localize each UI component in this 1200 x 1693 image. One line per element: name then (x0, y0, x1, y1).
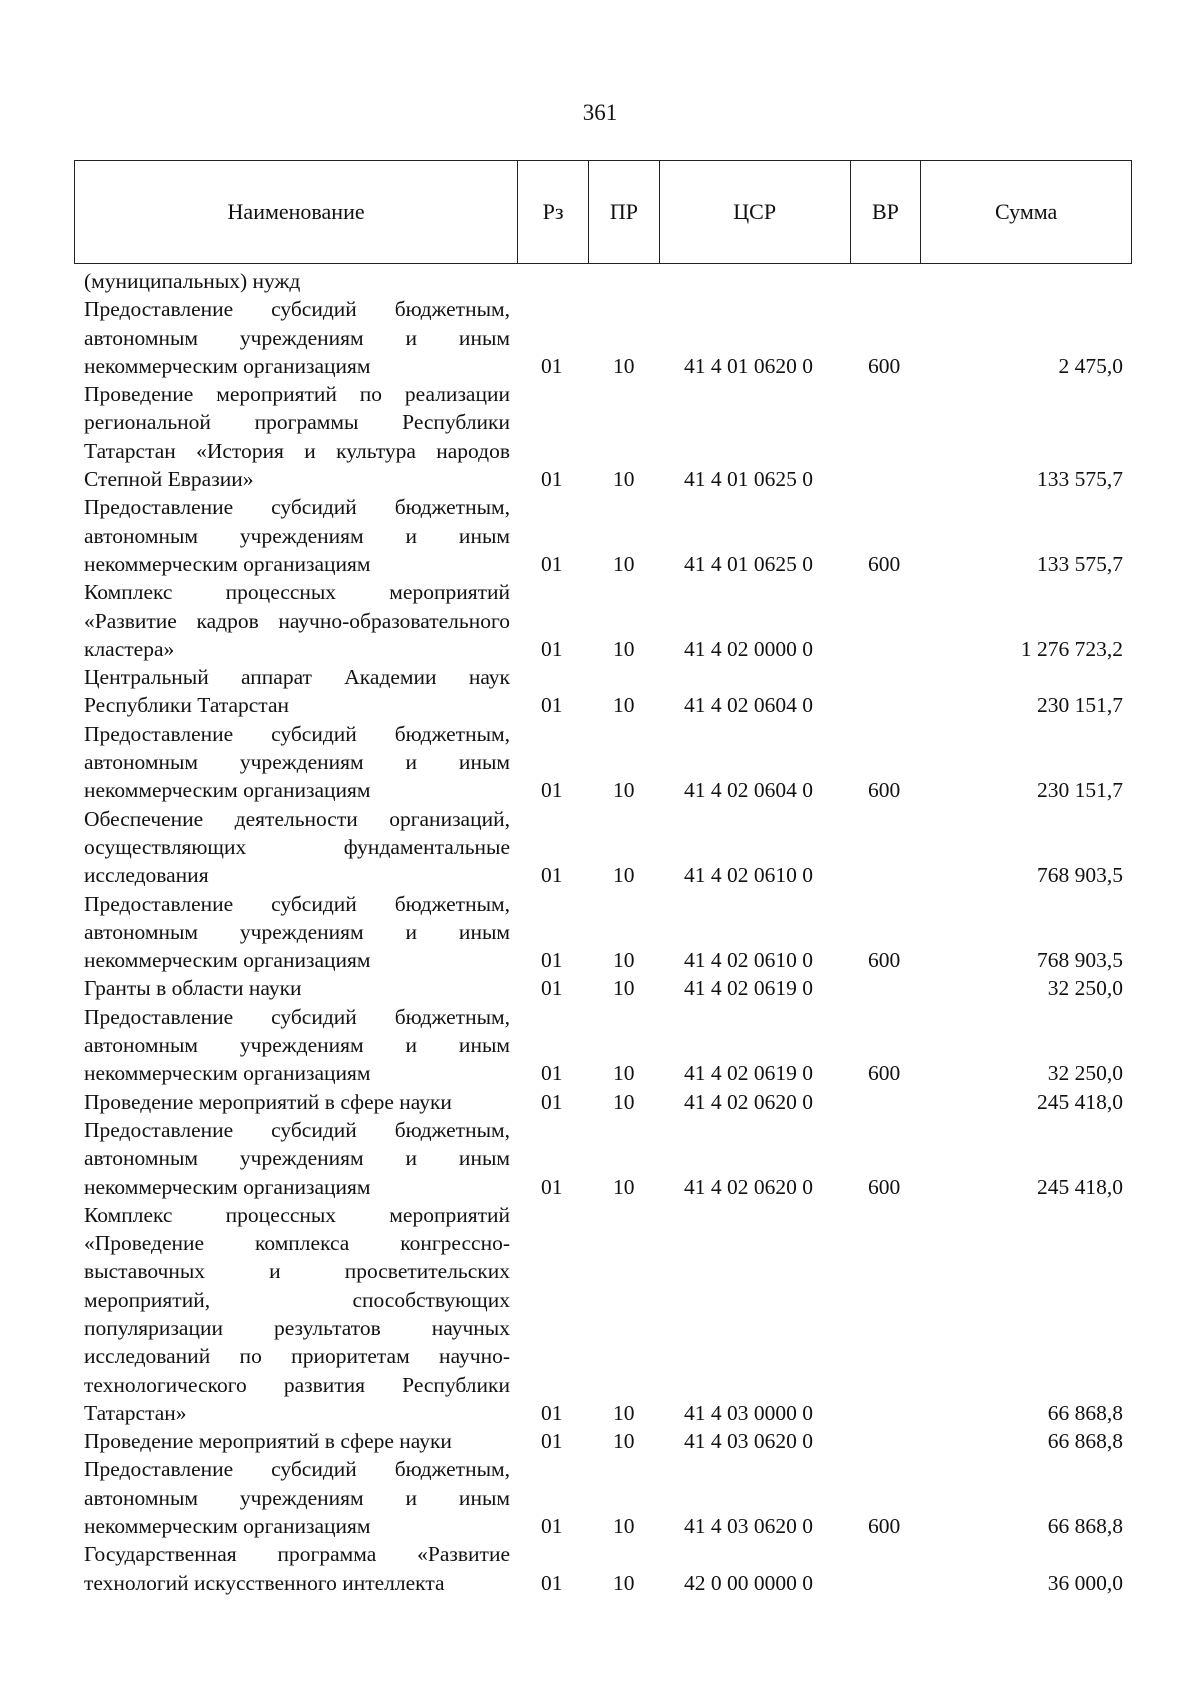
row-csr: 41 4 01 0625 0 (684, 551, 813, 576)
row-vr: 600 (868, 551, 901, 576)
row-name: Предоставление субсидий бюджетным, автономным учреждениям и иным некоммерческим организациям (84, 1457, 510, 1539)
row-pr: 10 (613, 976, 635, 1001)
row-sum: 32 250,0 (1047, 1061, 1123, 1086)
row-sum: 32 250,0 (1047, 976, 1123, 1001)
row-pr: 10 (613, 778, 635, 803)
row-pr: 10 (613, 1174, 635, 1199)
row-csr: 41 4 02 0610 0 (684, 863, 813, 888)
column-header-csr: ЦСР (660, 161, 851, 263)
table-row (0, 1455, 1200, 1540)
row-rz: 01 (541, 353, 563, 378)
row-csr: 41 4 01 0620 0 (684, 353, 813, 378)
row-csr: 41 4 03 0620 0 (684, 1514, 813, 1539)
row-csr: 41 4 02 0610 0 (684, 948, 813, 973)
row-pr: 10 (613, 948, 635, 973)
row-vr: 600 (868, 1514, 901, 1539)
row-pr: 10 (613, 1570, 635, 1595)
row-rz: 01 (541, 1174, 563, 1199)
row-vr: 600 (868, 1174, 901, 1199)
row-name: Предоставление субсидий бюджетным, автономным учреждениям и иным некоммерческим организациям (84, 297, 510, 378)
row-pr: 10 (613, 467, 635, 492)
table-row (0, 493, 1200, 578)
table-row (0, 1540, 1200, 1597)
row-name: Проведение мероприятий в сфере науки (84, 1089, 452, 1114)
table-row (0, 1003, 1200, 1088)
table-row (0, 295, 1200, 380)
table-row (0, 663, 1200, 720)
row-rz: 01 (541, 1061, 563, 1086)
row-vr: 600 (868, 778, 901, 803)
table-row (0, 380, 1200, 493)
row-rz: 01 (541, 948, 563, 973)
column-header-sum: Сумма (995, 199, 1058, 224)
row-rz: 01 (541, 1089, 563, 1114)
row-vr: 600 (868, 353, 901, 378)
row-sum: 133 575,7 (1037, 467, 1123, 492)
table-header (74, 160, 1132, 264)
row-sum: 2 475,0 (1058, 353, 1123, 378)
table-row (0, 1201, 1200, 1427)
row-csr: 41 4 03 0000 0 (684, 1400, 813, 1425)
row-csr: 41 4 02 0620 0 (684, 1089, 813, 1114)
row-sum: 66 868,8 (1047, 1429, 1123, 1454)
column-header-pr: ПР (589, 161, 660, 263)
table-row (0, 1427, 1200, 1455)
row-sum: 230 151,7 (1037, 778, 1123, 803)
table-body (0, 267, 1200, 1597)
row-sum: 245 418,0 (1037, 1174, 1123, 1199)
row-rz: 01 (541, 1514, 563, 1539)
row-rz: 01 (541, 778, 563, 803)
row-name: Предоставление субсидий бюджетным, автономным учреждениям и иным некоммерческим организациям (84, 891, 510, 973)
row-name: Предоставление субсидий бюджетным, автономным учреждениям и иным некоммерческим организациям (84, 495, 510, 576)
row-name: Государственная программа «Развитие технологий искусственного интеллекта (84, 1542, 510, 1595)
column-header-name: Наименование (75, 161, 518, 263)
row-rz: 01 (541, 1429, 563, 1454)
row-name: Центральный аппарат Академии наук Республики Татарстан (84, 665, 510, 718)
row-csr: 41 4 02 0000 0 (684, 636, 813, 661)
row-sum: 133 575,7 (1037, 551, 1123, 576)
row-csr: 41 4 01 0625 0 (684, 467, 813, 492)
table-row (0, 974, 1200, 1002)
row-name: Предоставление субсидий бюджетным, автономным учреждениям и иным некоммерческим организациям (84, 1004, 510, 1086)
row-name: Комплекс процессных мероприятий «Проведение комплекса конгрессно-выставочных и просветительских мероприятий, способствующих популяризации результатов научных исследований по приоритетам научно-технологического развития Республики Татарстан» (84, 1202, 510, 1425)
row-name: Гранты в области науки (84, 976, 302, 1001)
row-sum: 1 276 723,2 (1020, 636, 1123, 661)
table-row (0, 720, 1200, 805)
row-rz: 01 (541, 1400, 563, 1425)
row-pr: 10 (613, 353, 635, 378)
row-csr: 41 4 02 0619 0 (684, 1061, 813, 1086)
row-pr: 10 (613, 551, 635, 576)
table-row (0, 1116, 1200, 1201)
row-sum: 36 000,0 (1047, 1570, 1123, 1595)
page-number: 361 (582, 100, 618, 125)
row-csr: 41 4 02 0620 0 (684, 1174, 813, 1199)
row-name: Проведение мероприятий в сфере науки (84, 1429, 452, 1454)
row-pr: 10 (613, 636, 635, 661)
row-name: Комплекс процессных мероприятий «Развитие кадров научно-образовательного кластера» (84, 580, 510, 661)
row-rz: 01 (541, 1570, 563, 1595)
row-pr: 10 (613, 1429, 635, 1454)
row-csr: 41 4 02 0619 0 (684, 976, 813, 1001)
row-csr: 41 4 02 0604 0 (684, 778, 813, 803)
row-pr: 10 (613, 693, 635, 718)
row-sum: 66 868,8 (1047, 1400, 1123, 1425)
table-row (0, 267, 1200, 295)
row-rz: 01 (541, 636, 563, 661)
row-name: Предоставление субсидий бюджетным, автономным учреждениям и иным некоммерческим организациям (84, 721, 510, 803)
row-rz: 01 (541, 693, 563, 718)
row-rz: 01 (541, 863, 563, 888)
row-pr: 10 (613, 1089, 635, 1114)
row-csr: 41 4 02 0604 0 (684, 693, 813, 718)
row-csr: 42 0 00 0000 0 (684, 1570, 813, 1595)
row-pr: 10 (613, 863, 635, 888)
row-rz: 01 (541, 551, 563, 576)
row-sum: 245 418,0 (1037, 1089, 1123, 1114)
column-header-vr: ВР (851, 161, 922, 263)
table-row (0, 1088, 1200, 1116)
row-pr: 10 (613, 1400, 635, 1425)
row-name: (муниципальных) нужд (84, 269, 301, 293)
row-rz: 01 (541, 467, 563, 492)
table-row (0, 890, 1200, 975)
row-pr: 10 (613, 1514, 635, 1539)
row-csr: 41 4 03 0620 0 (684, 1429, 813, 1454)
row-sum: 768 903,5 (1037, 863, 1123, 888)
row-name: Предоставление субсидий бюджетным, автономным учреждениям и иным некоммерческим организациям (84, 1117, 510, 1199)
row-vr: 600 (868, 1061, 901, 1086)
table-row (0, 578, 1200, 663)
row-sum: 66 868,8 (1047, 1514, 1123, 1539)
row-sum: 230 151,7 (1037, 693, 1123, 718)
table-row (0, 805, 1200, 890)
row-name: Проведение мероприятий по реализации региональной программы Республики Татарстан «История и культура народов Степной Евразии» (84, 382, 510, 492)
row-rz: 01 (541, 976, 563, 1001)
row-vr: 600 (868, 948, 901, 973)
column-header-rz: Рз (518, 161, 589, 263)
row-pr: 10 (613, 1061, 635, 1086)
row-sum: 768 903,5 (1037, 948, 1123, 973)
row-name: Обеспечение деятельности организаций, осуществляющих фундаментальные исследования (84, 806, 510, 888)
